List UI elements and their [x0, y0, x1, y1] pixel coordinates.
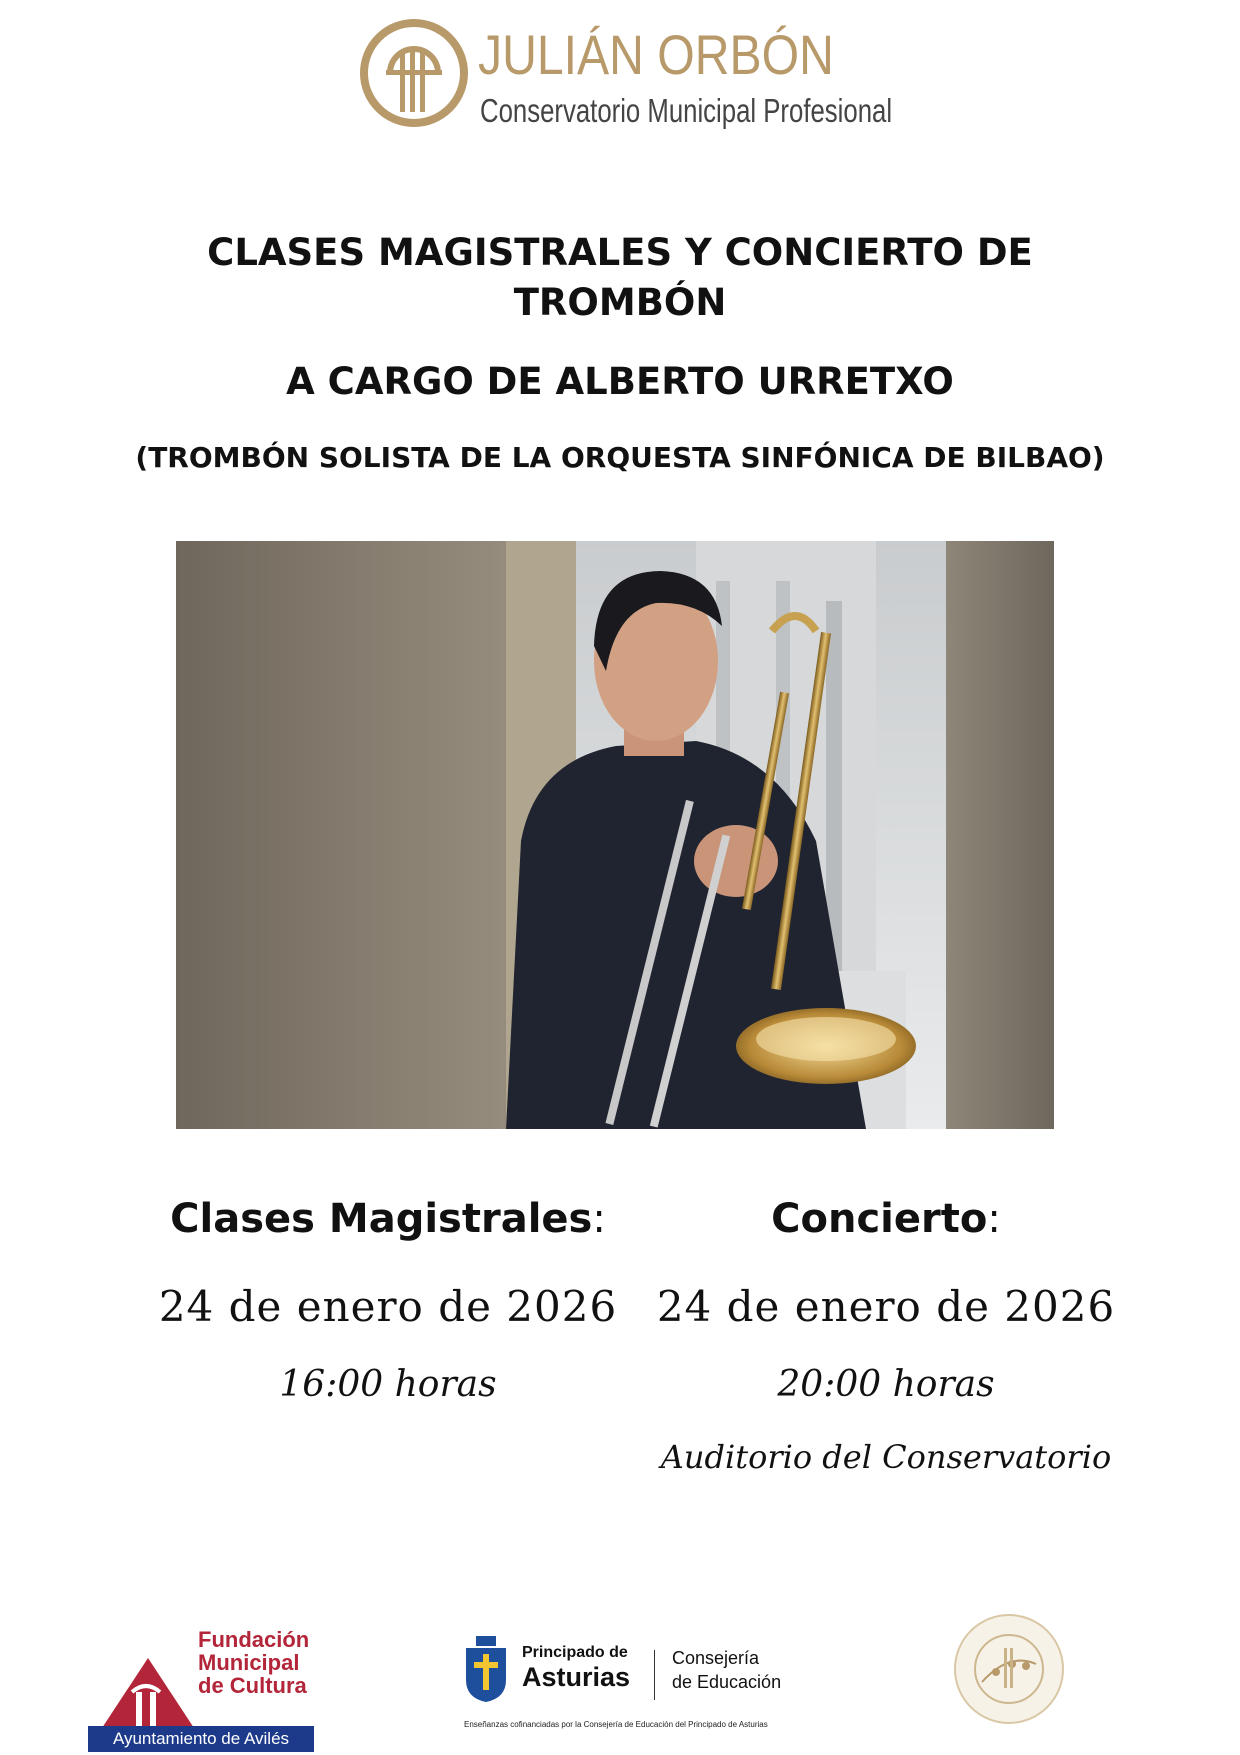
fmc-name: [198, 1628, 309, 1697]
consejeria-line2: de Educación: [672, 1672, 782, 1692]
fmc-line2: Municipal: [198, 1650, 300, 1675]
concert-time: 20:00 horas: [777, 1364, 995, 1405]
main-title-line1: CLASES MAGISTRALES Y CONCIERTO DE: [207, 231, 1033, 274]
fmc-line3: de Cultura: [198, 1673, 307, 1698]
main-title-line2: TROMBÓN: [513, 281, 727, 324]
concert-date: 24 de enero de 2026: [656, 1282, 1116, 1331]
classes-date: 24 de enero de 2026: [158, 1282, 618, 1331]
fmc-logo-icon: [102, 1658, 194, 1728]
fmc-line1: Fundación: [198, 1627, 310, 1652]
asturias-name: Asturias: [522, 1662, 631, 1692]
header: [0, 14, 1240, 134]
consejeria-line1: Consejería: [672, 1648, 760, 1668]
asturias-logo: [464, 1630, 824, 1740]
asturias-divider: [654, 1650, 655, 1700]
asturias-principado: Principado de: [522, 1644, 628, 1661]
classes-column: [108, 1196, 668, 1496]
classes-heading: Clases Magistrales:: [170, 1196, 606, 1242]
logo-subtitle: Conservatorio Municipal Profesional: [480, 92, 893, 129]
fmc-bar: Ayuntamiento de Avilés: [88, 1726, 314, 1752]
concert-place: Auditorio del Conservatorio: [660, 1438, 1112, 1476]
performer-photo: [176, 541, 1054, 1129]
concert-heading: Concierto:: [771, 1196, 1001, 1242]
fmc-logo: [88, 1628, 318, 1748]
ampa-seal-icon: [952, 1612, 1066, 1726]
asturias-shield-icon: [464, 1636, 508, 1702]
conservatory-logo-icon: [360, 14, 468, 132]
logo-title: JULIÁN ORBÓN: [478, 23, 834, 86]
classes-time: 16:00 horas: [279, 1364, 497, 1405]
performer-role: (TROMBÓN SOLISTA DE LA ORQUESTA SINFÓNICA DE BILBAO): [135, 441, 1105, 474]
main-title: [0, 228, 1240, 328]
concert-column: [606, 1196, 1166, 1496]
cofinanced-note: Enseñanzas cofinanciadas por la Consejería de Educación del Principado de Asturias: [464, 1720, 768, 1729]
performer-title: A CARGO DE ALBERTO URRETXO: [286, 360, 954, 403]
footer-sponsors: [0, 1600, 1240, 1755]
